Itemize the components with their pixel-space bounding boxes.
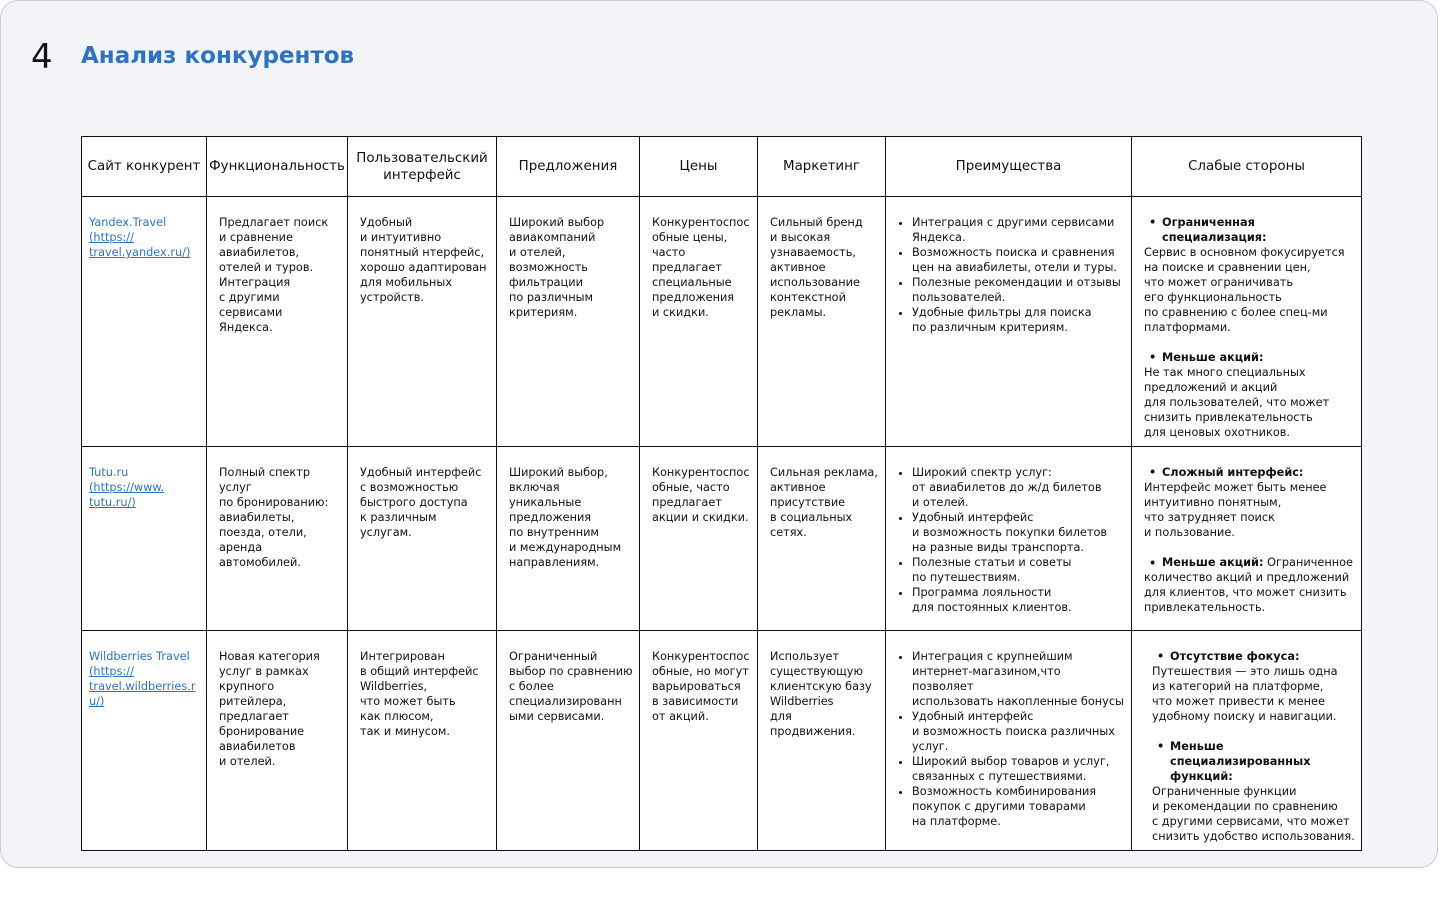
cell-ui: Удобный и интуитивно понятный нтерфейс, хорошо адаптирован для мобильных устройств. xyxy=(348,197,497,447)
weakness-item xyxy=(1152,739,1355,844)
header-ui: Пользовательский интерфейс xyxy=(348,137,497,197)
cell-marketing: Сильная реклама, активное присутствие в социальных сетях. xyxy=(758,447,886,631)
cell-advantages xyxy=(886,447,1132,631)
header-prices: Цены xyxy=(640,137,758,197)
advantage-item: • Возможность комбинирования покупок с другими товарами на платформе. xyxy=(912,784,1125,829)
weakness-item xyxy=(1144,555,1355,615)
cell-functionality: Предлагает поиск и сравнение авиабилетов, отелей и туров. Интеграция с другими сервисами Яндекса. xyxy=(207,197,348,447)
advantage-item: • Возможность поиска и сравнения цен на авиабилеты, отели и туры. xyxy=(912,245,1125,275)
header-offers: Предложения xyxy=(497,137,640,197)
advantage-item: • Программа лояльности для постоянных клиентов. xyxy=(912,585,1125,615)
weakness-heading: • Меньше акций: xyxy=(1144,556,1263,569)
cell-advantages xyxy=(886,631,1132,851)
cell-site xyxy=(82,447,207,631)
cell-weaknesses xyxy=(1132,447,1362,631)
advantage-item: • Удобный интерфейс и возможность поиска различных услуг. xyxy=(912,709,1125,754)
header-marketing: Маркетинг xyxy=(758,137,886,197)
weakness-heading: • Отсутствие фокуса: xyxy=(1152,649,1355,664)
table-row xyxy=(82,631,1362,851)
weakness-text: Ограниченные функции и рекомендации по сравнению с другими сервисами, что может снизить удобство использования. xyxy=(1152,785,1355,843)
cell-ui: Удобный интерфейс с возможностью быстрого доступа к различным услугам. xyxy=(348,447,497,631)
cell-functionality: Полный спектр услуг по бронированию: авиабилеты, поезда, отели, аренда автомобилей. xyxy=(207,447,348,631)
table-row xyxy=(82,447,1362,631)
table-row xyxy=(82,197,1362,447)
weakness-item xyxy=(1144,350,1355,440)
table-header-row xyxy=(82,137,1362,197)
cell-weaknesses xyxy=(1132,197,1362,447)
advantage-item: • Интеграция с другими сервисами Яндекса. xyxy=(912,215,1125,245)
cell-prices: Конкурентоспос обные цены, часто предлагает специальные предложения и скидки. xyxy=(640,197,758,447)
weakness-item xyxy=(1144,465,1355,540)
advantage-item: • Полезные рекомендации и отзывы пользователей. xyxy=(912,275,1125,305)
header-weaknesses: Слабые стороны xyxy=(1132,137,1362,197)
weakness-heading: • Меньше акций: xyxy=(1144,350,1355,365)
cell-site xyxy=(82,631,207,851)
site-name: Tutu.ru xyxy=(89,466,129,479)
weakness-item xyxy=(1152,649,1355,724)
cell-offers: Широкий выбор, включая уникальные предложения по внутренним и международным направлениям. xyxy=(497,447,640,631)
advantage-item: • Широкий спектр услуг: от авиабилетов до ж/д билетов и отелей. xyxy=(912,465,1125,510)
cell-offers: Широкий выбор авиакомпаний и отелей, возможность фильтрации по различным критериям. xyxy=(497,197,640,447)
cell-weaknesses xyxy=(1132,631,1362,851)
cell-marketing: Использует существующую клиентскую базу Wildberries для продвижения. xyxy=(758,631,886,851)
cell-prices: Конкурентоспос обные, часто предлагает акции и скидки. xyxy=(640,447,758,631)
cell-marketing: Сильный бренд и высокая узнаваемость, активное использование контекстной рекламы. xyxy=(758,197,886,447)
weakness-heading: • Ограниченная специализация: xyxy=(1144,215,1355,245)
site-url-link[interactable]: (https://www. tutu.ru/) xyxy=(89,481,165,509)
cell-functionality: Новая категория услуг в рамках крупного ритейлера, предлагает бронирование авиабилетов и отелей. xyxy=(207,631,348,851)
competitor-table xyxy=(81,136,1362,851)
header-advantages: Преимущества xyxy=(886,137,1132,197)
cell-ui: Интегрирован в общий интерфейс Wildberries, что может быть как плюсом, так и минусом. xyxy=(348,631,497,851)
weakness-text: Ограниченное количество акций и предложений для клиентов, что может снизить привлекательность. xyxy=(1144,556,1353,614)
weakness-text: Путешествия — это лишь одна из категорий на платформе, что может привести к менее удобному поиску и навигации. xyxy=(1152,665,1338,723)
site-name: Wildberries Travel xyxy=(89,650,190,663)
weakness-heading: • Сложный интерфейс: xyxy=(1144,465,1355,480)
header-functionality: Функциональность xyxy=(207,137,348,197)
slide-number: 4 xyxy=(31,37,53,77)
site-name: Yandex.Travel xyxy=(89,216,167,229)
cell-prices: Конкурентоспос обные, но могут варьироваться в зависимости от акций. xyxy=(640,631,758,851)
site-url-link[interactable]: (https:// travel.wildberries.r u/) xyxy=(89,665,196,708)
advantage-item: • Интеграция с крупнейшим интернет-магазином,что позволяет использовать накопленные бонусы xyxy=(912,649,1125,709)
weakness-item xyxy=(1144,215,1355,335)
cell-advantages xyxy=(886,197,1132,447)
advantage-item: • Полезные статьи и советы по путешествиям. xyxy=(912,555,1125,585)
advantage-item: • Удобный интерфейс и возможность покупки билетов на разные виды транспорта. xyxy=(912,510,1125,555)
weakness-text: Сервис в основном фокусируется на поиске и сравнении цен, что может ограничивать его функциональность по сравнению с более спец-ми платформами. xyxy=(1144,246,1345,334)
page-title: Анализ конкурентов xyxy=(81,43,355,69)
weakness-heading: • Меньше специализированных функций: xyxy=(1152,739,1355,784)
site-url-link[interactable]: (https:// travel.yandex.ru/) xyxy=(89,231,191,259)
header-site: Сайт конкурент xyxy=(82,137,207,197)
weakness-text: Интерфейс может быть менее интуитивно понятным, что затрудняет поиск и пользование. xyxy=(1144,481,1327,539)
cell-site xyxy=(82,197,207,447)
cell-offers: Ограниченный выбор по сравнению с более специализированн ыми сервисами. xyxy=(497,631,640,851)
advantage-item: • Удобные фильтры для поиска по различным критериям. xyxy=(912,305,1125,335)
weakness-text: Не так много специальных предложений и акций для пользователей, что может снизить привлекательность для ценовых охотников. xyxy=(1144,366,1330,439)
advantage-item: • Широкий выбор товаров и услуг, связанных с путешествиями. xyxy=(912,754,1125,784)
